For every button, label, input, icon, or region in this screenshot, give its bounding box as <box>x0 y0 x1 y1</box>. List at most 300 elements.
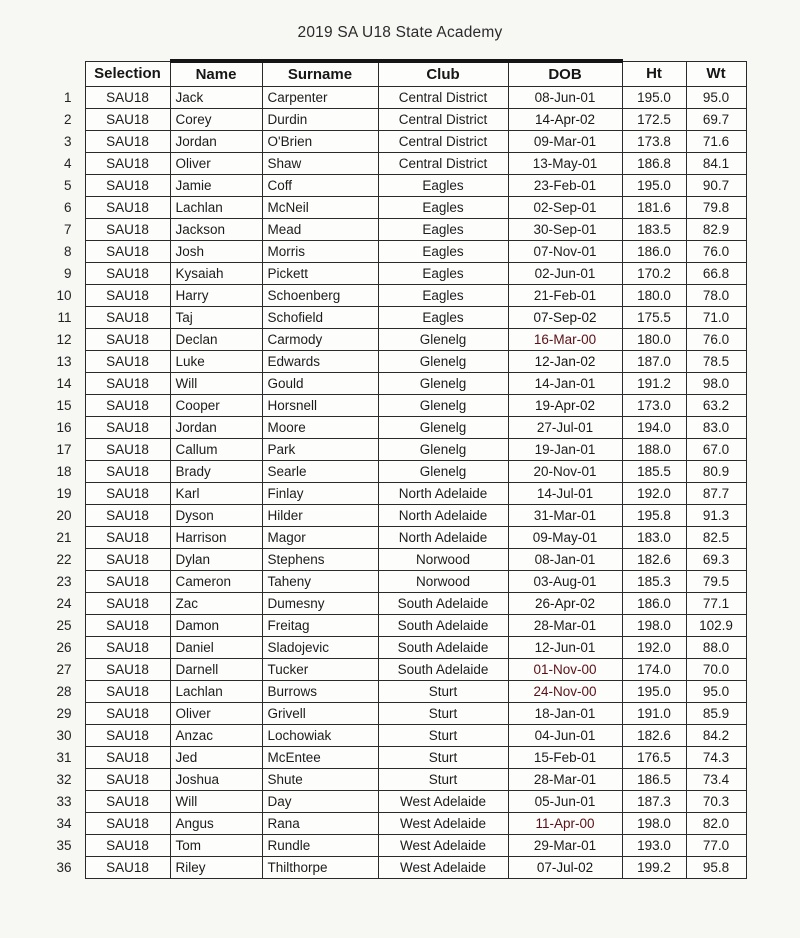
cell-club: Glenelg <box>378 417 508 439</box>
cell-selection: SAU18 <box>85 505 170 527</box>
row-number: 26 <box>56 640 72 655</box>
row-number: 6 <box>63 200 72 215</box>
cell-surname: Freitag <box>262 615 378 637</box>
cell-ht: 187.0 <box>622 351 686 373</box>
cell-ht: 180.0 <box>622 285 686 307</box>
cell-dob: 01-Nov-00 <box>508 659 622 681</box>
cell-club: Glenelg <box>378 373 508 395</box>
cell-wt: 84.1 <box>686 153 746 175</box>
cell-ht: 183.0 <box>622 527 686 549</box>
cell-surname: Gould <box>262 373 378 395</box>
cell-dob: 07-Sep-02 <box>508 307 622 329</box>
cell-dob: 07-Jul-02 <box>508 857 622 879</box>
row-number: 4 <box>63 156 72 171</box>
cell-name: Darnell <box>170 659 262 681</box>
row-number: 33 <box>56 794 72 809</box>
cell-ht: 185.3 <box>622 571 686 593</box>
cell-selection: SAU18 <box>85 131 170 153</box>
cell-dob: 09-May-01 <box>508 527 622 549</box>
cell-club: Glenelg <box>378 351 508 373</box>
cell-surname: Rundle <box>262 835 378 857</box>
cell-name: Jackson <box>170 219 262 241</box>
column-header-name: Name <box>170 61 262 87</box>
column-header-club: Club <box>378 61 508 87</box>
table-row <box>38 637 746 659</box>
table-row <box>38 351 746 373</box>
cell-selection: SAU18 <box>85 87 170 109</box>
table-row <box>38 659 746 681</box>
cell-dob: 16-Mar-00 <box>508 329 622 351</box>
cell-name: Tom <box>170 835 262 857</box>
cell-ht: 192.0 <box>622 483 686 505</box>
row-number: 18 <box>56 464 72 479</box>
table-row <box>38 153 746 175</box>
cell-club: Eagles <box>378 285 508 307</box>
cell-wt: 88.0 <box>686 637 746 659</box>
cell-wt: 78.0 <box>686 285 746 307</box>
cell-club: Central District <box>378 153 508 175</box>
table-row <box>38 307 746 329</box>
table-row <box>38 747 746 769</box>
table-row <box>38 87 746 109</box>
table-row <box>38 175 746 197</box>
cell-ht: 186.8 <box>622 153 686 175</box>
cell-surname: Moore <box>262 417 378 439</box>
table-row <box>38 109 746 131</box>
cell-dob: 24-Nov-00 <box>508 681 622 703</box>
table-row <box>38 285 746 307</box>
cell-club: Norwood <box>378 549 508 571</box>
cell-club: Eagles <box>378 307 508 329</box>
cell-surname: Burrows <box>262 681 378 703</box>
table-row <box>38 505 746 527</box>
cell-selection: SAU18 <box>85 307 170 329</box>
table-row <box>38 219 746 241</box>
cell-club: Eagles <box>378 241 508 263</box>
cell-club: Eagles <box>378 197 508 219</box>
cell-selection: SAU18 <box>85 791 170 813</box>
table-row <box>38 681 746 703</box>
row-number: 13 <box>56 354 72 369</box>
cell-ht: 175.5 <box>622 307 686 329</box>
cell-club: North Adelaide <box>378 527 508 549</box>
cell-name: Declan <box>170 329 262 351</box>
cell-selection: SAU18 <box>85 417 170 439</box>
cell-name: Harrison <box>170 527 262 549</box>
cell-selection: SAU18 <box>85 703 170 725</box>
cell-club: Glenelg <box>378 329 508 351</box>
cell-dob: 08-Jun-01 <box>508 87 622 109</box>
cell-selection: SAU18 <box>85 527 170 549</box>
table-row <box>38 725 746 747</box>
row-number: 16 <box>56 420 72 435</box>
cell-surname: Thilthorpe <box>262 857 378 879</box>
row-number: 22 <box>56 552 72 567</box>
row-number: 23 <box>56 574 72 589</box>
row-number: 25 <box>56 618 72 633</box>
cell-dob: 18-Jan-01 <box>508 703 622 725</box>
cell-dob: 14-Jul-01 <box>508 483 622 505</box>
table-row <box>38 857 746 879</box>
cell-selection: SAU18 <box>85 263 170 285</box>
cell-name: Harry <box>170 285 262 307</box>
cell-wt: 63.2 <box>686 395 746 417</box>
cell-ht: 194.0 <box>622 417 686 439</box>
cell-wt: 67.0 <box>686 439 746 461</box>
cell-name: Lachlan <box>170 681 262 703</box>
cell-name: Callum <box>170 439 262 461</box>
cell-club: South Adelaide <box>378 659 508 681</box>
cell-ht: 186.0 <box>622 593 686 615</box>
cell-wt: 87.7 <box>686 483 746 505</box>
cell-selection: SAU18 <box>85 835 170 857</box>
cell-surname: Dumesny <box>262 593 378 615</box>
cell-wt: 84.2 <box>686 725 746 747</box>
cell-dob: 27-Jul-01 <box>508 417 622 439</box>
cell-club: West Adelaide <box>378 835 508 857</box>
cell-wt: 95.0 <box>686 87 746 109</box>
cell-ht: 182.6 <box>622 725 686 747</box>
cell-club: South Adelaide <box>378 615 508 637</box>
cell-club: Sturt <box>378 725 508 747</box>
cell-name: Brady <box>170 461 262 483</box>
cell-ht: 195.8 <box>622 505 686 527</box>
cell-dob: 04-Jun-01 <box>508 725 622 747</box>
cell-ht: 198.0 <box>622 813 686 835</box>
table-row <box>38 263 746 285</box>
cell-selection: SAU18 <box>85 593 170 615</box>
cell-ht: 186.0 <box>622 241 686 263</box>
cell-ht: 193.0 <box>622 835 686 857</box>
table-row <box>38 703 746 725</box>
cell-surname: Coff <box>262 175 378 197</box>
cell-dob: 30-Sep-01 <box>508 219 622 241</box>
cell-club: Sturt <box>378 769 508 791</box>
row-number: 14 <box>56 376 72 391</box>
cell-club: Sturt <box>378 747 508 769</box>
cell-wt: 83.0 <box>686 417 746 439</box>
row-number: 15 <box>56 398 72 413</box>
cell-dob: 14-Jan-01 <box>508 373 622 395</box>
cell-surname: Schofield <box>262 307 378 329</box>
cell-selection: SAU18 <box>85 197 170 219</box>
cell-wt: 78.5 <box>686 351 746 373</box>
table-row <box>38 461 746 483</box>
cell-wt: 90.7 <box>686 175 746 197</box>
cell-club: Eagles <box>378 219 508 241</box>
cell-dob: 14-Apr-02 <box>508 109 622 131</box>
cell-surname: Finlay <box>262 483 378 505</box>
cell-ht: 191.0 <box>622 703 686 725</box>
cell-surname: Carpenter <box>262 87 378 109</box>
row-number: 19 <box>56 486 72 501</box>
cell-name: Daniel <box>170 637 262 659</box>
cell-wt: 70.3 <box>686 791 746 813</box>
cell-club: Eagles <box>378 263 508 285</box>
cell-selection: SAU18 <box>85 373 170 395</box>
row-number: 30 <box>56 728 72 743</box>
column-header-selection: Selection <box>85 61 170 87</box>
cell-wt: 102.9 <box>686 615 746 637</box>
cell-club: Central District <box>378 109 508 131</box>
cell-selection: SAU18 <box>85 681 170 703</box>
cell-surname: Day <box>262 791 378 813</box>
cell-wt: 76.0 <box>686 241 746 263</box>
row-number: 21 <box>56 530 72 545</box>
cell-name: Taj <box>170 307 262 329</box>
cell-wt: 69.3 <box>686 549 746 571</box>
table-row <box>38 483 746 505</box>
cell-name: Will <box>170 373 262 395</box>
cell-dob: 02-Jun-01 <box>508 263 622 285</box>
cell-selection: SAU18 <box>85 747 170 769</box>
cell-wt: 82.0 <box>686 813 746 835</box>
table-row <box>38 527 746 549</box>
cell-ht: 174.0 <box>622 659 686 681</box>
cell-dob: 28-Mar-01 <box>508 615 622 637</box>
cell-ht: 180.0 <box>622 329 686 351</box>
cell-surname: Tucker <box>262 659 378 681</box>
cell-name: Jordan <box>170 417 262 439</box>
roster-table <box>38 59 747 879</box>
cell-surname: Durdin <box>262 109 378 131</box>
roster-body <box>38 87 746 879</box>
cell-ht: 173.0 <box>622 395 686 417</box>
cell-surname: Shaw <box>262 153 378 175</box>
cell-club: Central District <box>378 131 508 153</box>
row-number: 11 <box>57 310 72 325</box>
cell-ht: 181.6 <box>622 197 686 219</box>
cell-selection: SAU18 <box>85 571 170 593</box>
cell-wt: 98.0 <box>686 373 746 395</box>
cell-name: Anzac <box>170 725 262 747</box>
column-header-surname: Surname <box>262 61 378 87</box>
cell-wt: 76.0 <box>686 329 746 351</box>
table-row <box>38 813 746 835</box>
cell-wt: 70.0 <box>686 659 746 681</box>
row-number: 29 <box>56 706 72 721</box>
row-number: 5 <box>63 178 72 193</box>
cell-surname: Searle <box>262 461 378 483</box>
column-header-wt: Wt <box>686 61 746 87</box>
cell-surname: Shute <box>262 769 378 791</box>
table-row <box>38 835 746 857</box>
cell-club: South Adelaide <box>378 637 508 659</box>
cell-wt: 74.3 <box>686 747 746 769</box>
cell-surname: O'Brien <box>262 131 378 153</box>
cell-dob: 26-Apr-02 <box>508 593 622 615</box>
cell-dob: 29-Mar-01 <box>508 835 622 857</box>
table-row <box>38 131 746 153</box>
cell-wt: 79.5 <box>686 571 746 593</box>
cell-selection: SAU18 <box>85 153 170 175</box>
cell-dob: 07-Nov-01 <box>508 241 622 263</box>
row-number: 27 <box>56 662 72 677</box>
cell-dob: 23-Feb-01 <box>508 175 622 197</box>
cell-ht: 195.0 <box>622 681 686 703</box>
cell-dob: 21-Feb-01 <box>508 285 622 307</box>
cell-selection: SAU18 <box>85 461 170 483</box>
cell-ht: 195.0 <box>622 87 686 109</box>
cell-ht: 199.2 <box>622 857 686 879</box>
row-number: 3 <box>63 134 72 149</box>
cell-dob: 15-Feb-01 <box>508 747 622 769</box>
cell-dob: 02-Sep-01 <box>508 197 622 219</box>
cell-club: West Adelaide <box>378 791 508 813</box>
row-number-header-blank <box>38 61 85 87</box>
row-number: 35 <box>56 838 72 853</box>
cell-wt: 66.8 <box>686 263 746 285</box>
cell-name: Will <box>170 791 262 813</box>
row-number: 7 <box>63 222 72 237</box>
cell-name: Oliver <box>170 703 262 725</box>
column-header-dob: DOB <box>508 61 622 87</box>
cell-selection: SAU18 <box>85 329 170 351</box>
cell-wt: 71.0 <box>686 307 746 329</box>
cell-ht: 172.5 <box>622 109 686 131</box>
cell-selection: SAU18 <box>85 549 170 571</box>
cell-dob: 03-Aug-01 <box>508 571 622 593</box>
cell-wt: 95.8 <box>686 857 746 879</box>
cell-selection: SAU18 <box>85 241 170 263</box>
row-number: 8 <box>63 244 72 259</box>
cell-name: Jed <box>170 747 262 769</box>
cell-name: Zac <box>170 593 262 615</box>
cell-selection: SAU18 <box>85 857 170 879</box>
cell-surname: McEntee <box>262 747 378 769</box>
cell-club: North Adelaide <box>378 483 508 505</box>
cell-dob: 13-May-01 <box>508 153 622 175</box>
cell-ht: 170.2 <box>622 263 686 285</box>
cell-surname: Carmody <box>262 329 378 351</box>
cell-ht: 186.5 <box>622 769 686 791</box>
cell-dob: 05-Jun-01 <box>508 791 622 813</box>
cell-club: South Adelaide <box>378 593 508 615</box>
cell-ht: 188.0 <box>622 439 686 461</box>
cell-name: Joshua <box>170 769 262 791</box>
cell-surname: Sladojevic <box>262 637 378 659</box>
cell-surname: Magor <box>262 527 378 549</box>
table-row <box>38 241 746 263</box>
row-number: 12 <box>56 332 72 347</box>
row-number: 31 <box>56 750 72 765</box>
cell-club: North Adelaide <box>378 505 508 527</box>
table-row <box>38 615 746 637</box>
cell-name: Damon <box>170 615 262 637</box>
cell-club: West Adelaide <box>378 813 508 835</box>
cell-surname: Hilder <box>262 505 378 527</box>
row-number: 1 <box>63 90 72 105</box>
cell-name: Josh <box>170 241 262 263</box>
cell-ht: 176.5 <box>622 747 686 769</box>
cell-wt: 71.6 <box>686 131 746 153</box>
cell-surname: Edwards <box>262 351 378 373</box>
cell-ht: 183.5 <box>622 219 686 241</box>
cell-name: Oliver <box>170 153 262 175</box>
cell-dob: 19-Apr-02 <box>508 395 622 417</box>
cell-dob: 09-Mar-01 <box>508 131 622 153</box>
cell-surname: Lochowiak <box>262 725 378 747</box>
cell-dob: 20-Nov-01 <box>508 461 622 483</box>
cell-ht: 185.5 <box>622 461 686 483</box>
cell-wt: 77.1 <box>686 593 746 615</box>
cell-surname: Morris <box>262 241 378 263</box>
cell-club: Glenelg <box>378 395 508 417</box>
cell-wt: 82.9 <box>686 219 746 241</box>
table-row <box>38 571 746 593</box>
cell-wt: 77.0 <box>686 835 746 857</box>
table-row <box>38 769 746 791</box>
cell-selection: SAU18 <box>85 175 170 197</box>
cell-wt: 80.9 <box>686 461 746 483</box>
cell-surname: Park <box>262 439 378 461</box>
cell-wt: 69.7 <box>686 109 746 131</box>
cell-surname: Horsnell <box>262 395 378 417</box>
page-title: 2019 SA U18 State Academy <box>297 24 503 41</box>
cell-dob: 12-Jan-02 <box>508 351 622 373</box>
cell-club: West Adelaide <box>378 857 508 879</box>
row-number: 9 <box>63 266 72 281</box>
table-row <box>38 395 746 417</box>
cell-selection: SAU18 <box>85 483 170 505</box>
cell-name: Lachlan <box>170 197 262 219</box>
table-row <box>38 329 746 351</box>
cell-name: Corey <box>170 109 262 131</box>
table-header-row <box>38 61 746 87</box>
cell-club: Sturt <box>378 681 508 703</box>
cell-selection: SAU18 <box>85 439 170 461</box>
cell-selection: SAU18 <box>85 615 170 637</box>
cell-dob: 12-Jun-01 <box>508 637 622 659</box>
cell-wt: 91.3 <box>686 505 746 527</box>
cell-wt: 82.5 <box>686 527 746 549</box>
cell-selection: SAU18 <box>85 395 170 417</box>
row-number: 32 <box>56 772 72 787</box>
cell-surname: McNeil <box>262 197 378 219</box>
cell-wt: 73.4 <box>686 769 746 791</box>
cell-selection: SAU18 <box>85 725 170 747</box>
table-row <box>38 373 746 395</box>
cell-selection: SAU18 <box>85 769 170 791</box>
cell-name: Luke <box>170 351 262 373</box>
cell-club: Glenelg <box>378 461 508 483</box>
cell-name: Dyson <box>170 505 262 527</box>
table-row <box>38 417 746 439</box>
cell-selection: SAU18 <box>85 659 170 681</box>
cell-ht: 192.0 <box>622 637 686 659</box>
cell-surname: Pickett <box>262 263 378 285</box>
cell-dob: 31-Mar-01 <box>508 505 622 527</box>
cell-surname: Taheny <box>262 571 378 593</box>
cell-club: Central District <box>378 87 508 109</box>
row-number: 20 <box>56 508 72 523</box>
row-number: 36 <box>56 860 72 875</box>
cell-selection: SAU18 <box>85 813 170 835</box>
cell-dob: 28-Mar-01 <box>508 769 622 791</box>
table-row <box>38 197 746 219</box>
cell-dob: 11-Apr-00 <box>508 813 622 835</box>
cell-club: Sturt <box>378 703 508 725</box>
cell-club: Glenelg <box>378 439 508 461</box>
cell-ht: 198.0 <box>622 615 686 637</box>
cell-selection: SAU18 <box>85 109 170 131</box>
cell-selection: SAU18 <box>85 351 170 373</box>
cell-name: Cameron <box>170 571 262 593</box>
cell-name: Jordan <box>170 131 262 153</box>
cell-ht: 187.3 <box>622 791 686 813</box>
cell-name: Jamie <box>170 175 262 197</box>
cell-wt: 85.9 <box>686 703 746 725</box>
